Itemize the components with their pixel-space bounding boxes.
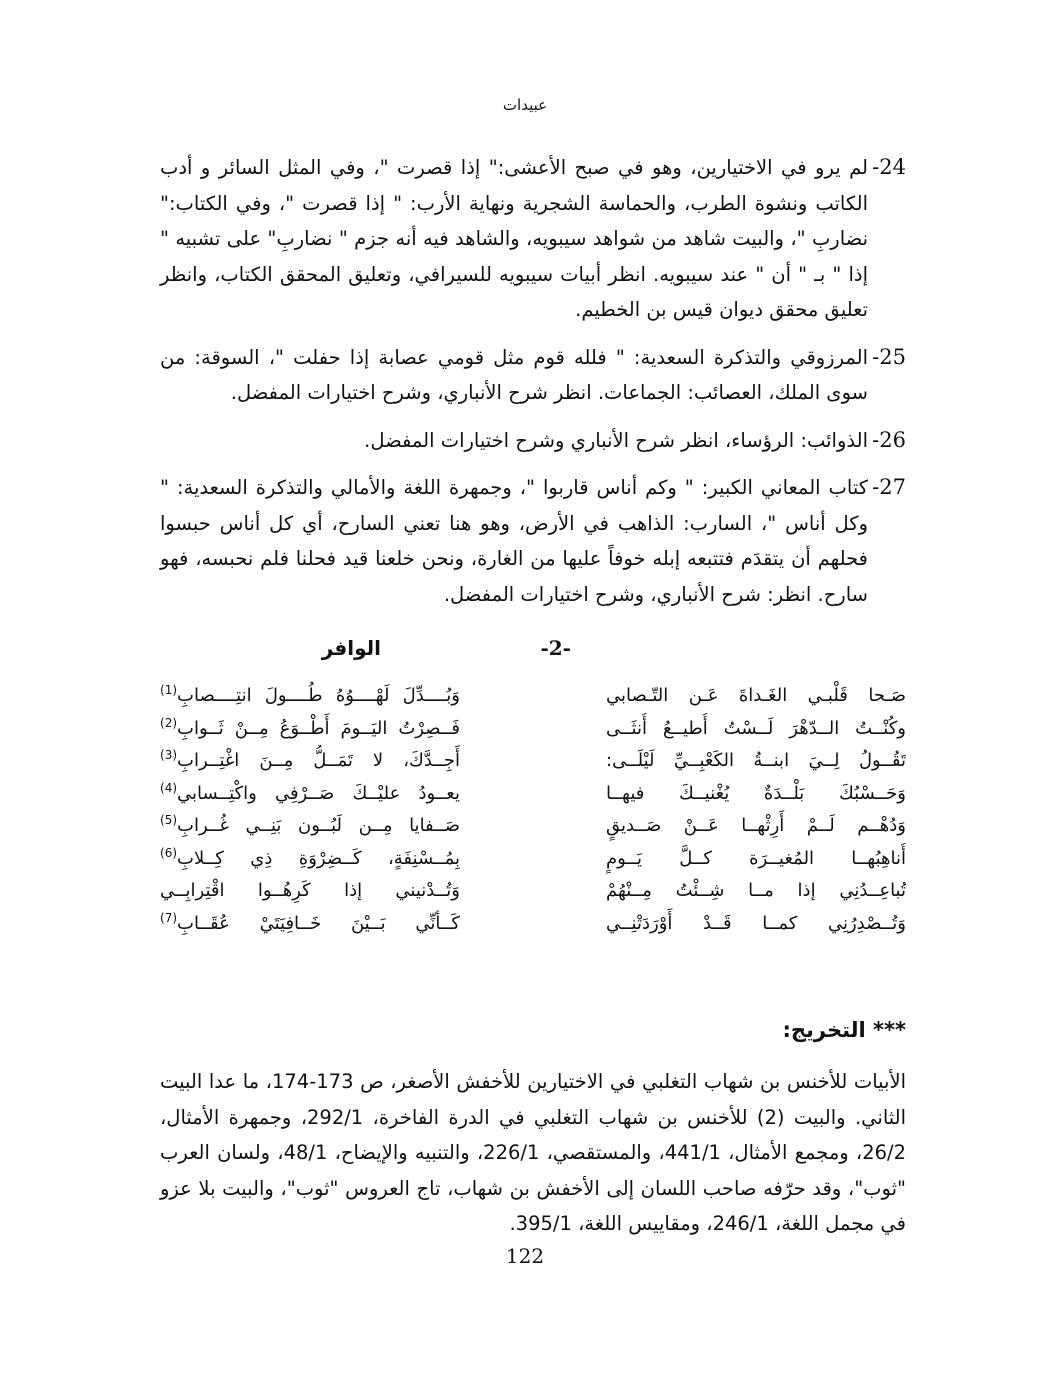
poem-heading bbox=[160, 636, 906, 668]
note-number: 25- bbox=[872, 344, 906, 369]
first-hemistich: صَـحا قَلْبـي الغَـداةَ عَـن التّـصابي bbox=[606, 685, 906, 706]
second-hemistich bbox=[160, 843, 460, 876]
poem-meter: الوافر bbox=[321, 636, 381, 660]
poem-number: -2- bbox=[540, 636, 571, 660]
first-hemistich: أُناهِبُهــا المُغيــرَة كــلَّ يَــومٍ bbox=[606, 847, 906, 869]
verse bbox=[160, 680, 906, 713]
footnote-marker: (6) bbox=[160, 845, 178, 860]
verse bbox=[160, 875, 906, 908]
footnote-marker: (4) bbox=[160, 780, 178, 795]
hemistich-text: وَتُــدْنيني إذا كَرِهُــوا اقْتِرابِــي bbox=[160, 880, 460, 901]
verse bbox=[160, 810, 906, 843]
second-hemistich bbox=[160, 745, 460, 778]
hemistich-text: فَــصِرْتُ اليَــومَ أَطْــوَعُ مِــنْ ثَــوابِ bbox=[177, 717, 460, 739]
verse bbox=[160, 713, 906, 746]
note-item bbox=[160, 340, 906, 411]
note-text: المرزوقي والتذكرة السعدية: " فلله قوم مثل قومي عصابة إذا حفلت "، السوقة: من سوى الملك، العصائب: الجماعات. انظر شرح الأنباري، وشرح اختيارات المفضل. bbox=[160, 345, 868, 404]
note-number: 24- bbox=[872, 155, 906, 179]
footnote-marker: (2) bbox=[160, 715, 178, 730]
hemistich-text: وَبُــــدِّلَ لَهْــــوُهُ طُــــولَ انتِــــصابِ bbox=[177, 685, 460, 706]
second-hemistich bbox=[160, 810, 460, 843]
second-hemistich bbox=[160, 875, 460, 908]
note-item bbox=[160, 470, 906, 612]
note-number: 27- bbox=[872, 475, 906, 499]
hemistich-text: يعــودُ عليْــكَ صَــرْفِي واكْتِــسابي bbox=[177, 782, 460, 804]
footnote-marker: (5) bbox=[160, 813, 178, 827]
page-number: 122 bbox=[505, 1244, 545, 1268]
first-hemistich: وَحَــسْبُكَ بَلْــدَةٌ يُغْنيــكَ فيهــا bbox=[606, 782, 906, 804]
verse bbox=[160, 908, 906, 941]
first-hemistich: وكُنْــتُ الــدّهْرَ لَــسْتُ أُطيــعُ أُنثَــى bbox=[606, 717, 906, 739]
verse bbox=[160, 745, 906, 778]
second-hemistich bbox=[160, 778, 460, 811]
note-text: لم يرو في الاختيارين، وهو في صبح الأعشى:" إذا قصرت "، وفي المثل السائر و أدب الكاتب ونشوة الطرب، والحماسة الشجرية ونهاية الأرب: " إذا قصرت "، وفي الكتاب:" نضاربِ "، والبيت شاهد من شواهد سيبويه، والشاهد فيه أنه جزم " نضاربِ" على تشبيه " إذا " بـ " أن " عند سيبويه. انظر أبيات سيبويه للسيرافي، وتعليق المحقق الكتاب، وانظر تعليق محقق ديوان قيس بن الخطيم. bbox=[160, 156, 868, 321]
hemistich-text: صَــفايا مِــن لَبُــون بَنِــي غُــرابِ bbox=[177, 815, 460, 836]
takhrij-paragraph: الأبيات للأخنس بن شهاب التغلبي في الاختيارين للأخفش الأصغر، ص 173-174، ما عدا البيت الثاني. والبيت (2) للأخنس بن شهاب التغلبي في الدرة الفاخرة، 292/1، وجمهرة الأمثال، 26/2، ومجمع الأمثال، 441/1، والمستقصي، 226/1، والتنبيه والإيضاح، 48/1، ولسان العرب "ثوب"، وقد حرّفه صاحب اللسان إلى الأخفش بن شهاب، تاج العروس "ثوب"، والبيت بلا عزو في مجمل اللغة، 246/1، ومقاييس اللغة، 395/1. bbox=[160, 1070, 907, 1235]
note-item bbox=[160, 423, 906, 459]
running-header: عبيدات bbox=[502, 96, 548, 114]
first-hemistich: تُباعِــدُنِي إذا مــا شِــئْتُ مِــنْهُمْ bbox=[606, 880, 906, 901]
verse bbox=[160, 778, 906, 811]
first-hemistich: تَقُــولُ لِــيَ ابنــةُ الكَعْبِــيِّ لَيْلَــى: bbox=[606, 750, 906, 771]
second-hemistich bbox=[160, 713, 460, 746]
note-item bbox=[160, 150, 906, 328]
second-hemistich bbox=[160, 908, 460, 941]
footnotes bbox=[160, 150, 906, 624]
second-hemistich bbox=[160, 680, 460, 713]
first-hemistich: وَتُــصْدِرُنِي كمــا قَــدْ أَوْرَدَتْنِــي bbox=[606, 912, 906, 934]
first-hemistich: وَدُهْــم لَــمْ أَرِثْهــا عَــنْ صَــديقٍ bbox=[606, 815, 906, 836]
note-text: كتاب المعاني الكبير: " وكم أناس قاربوا "، وجمهرة اللغة والأمالي والتذكرة السعدية: " وكل أناس "، السارب: الذاهب في الأرض، وهو هنا تعني السارح، أي كل أناس حبسوا فحلهم أن يتقدَم فتتبعه إبله خوفاً عليها من الغارة، ونحن خلعنا قيد فحلنا فلم نحبسه، فهو سارح. انظر: شرح الأنباري، وشرح اختيارات المفضل. bbox=[160, 476, 868, 606]
poem bbox=[160, 680, 906, 940]
hemistich-text: كَــأنِّي بَــيْنَ خَــافِيَتَيْ عُقَــابِ bbox=[177, 912, 460, 934]
note-text: الذوائب: الرؤساء، انظر شرح الأنباري وشرح اختيارات المفضل. bbox=[364, 428, 868, 452]
hemistich-text: بِمُــسْنِفَةٍ، كَــضِرْوَةِ ذِي كِــلابِ bbox=[177, 847, 460, 869]
hemistich-text: أَجِــدَّكَ، لا تَمَــلُّ مِــنَ اغْتِــرابِ bbox=[177, 750, 460, 771]
note-number: 26- bbox=[872, 427, 906, 452]
footnote-marker: (3) bbox=[160, 748, 178, 762]
verse bbox=[160, 843, 906, 876]
takhrij-heading: *** التخريج: bbox=[782, 1018, 906, 1042]
footnote-marker: (7) bbox=[160, 910, 178, 925]
footnote-marker: (1) bbox=[160, 683, 178, 697]
